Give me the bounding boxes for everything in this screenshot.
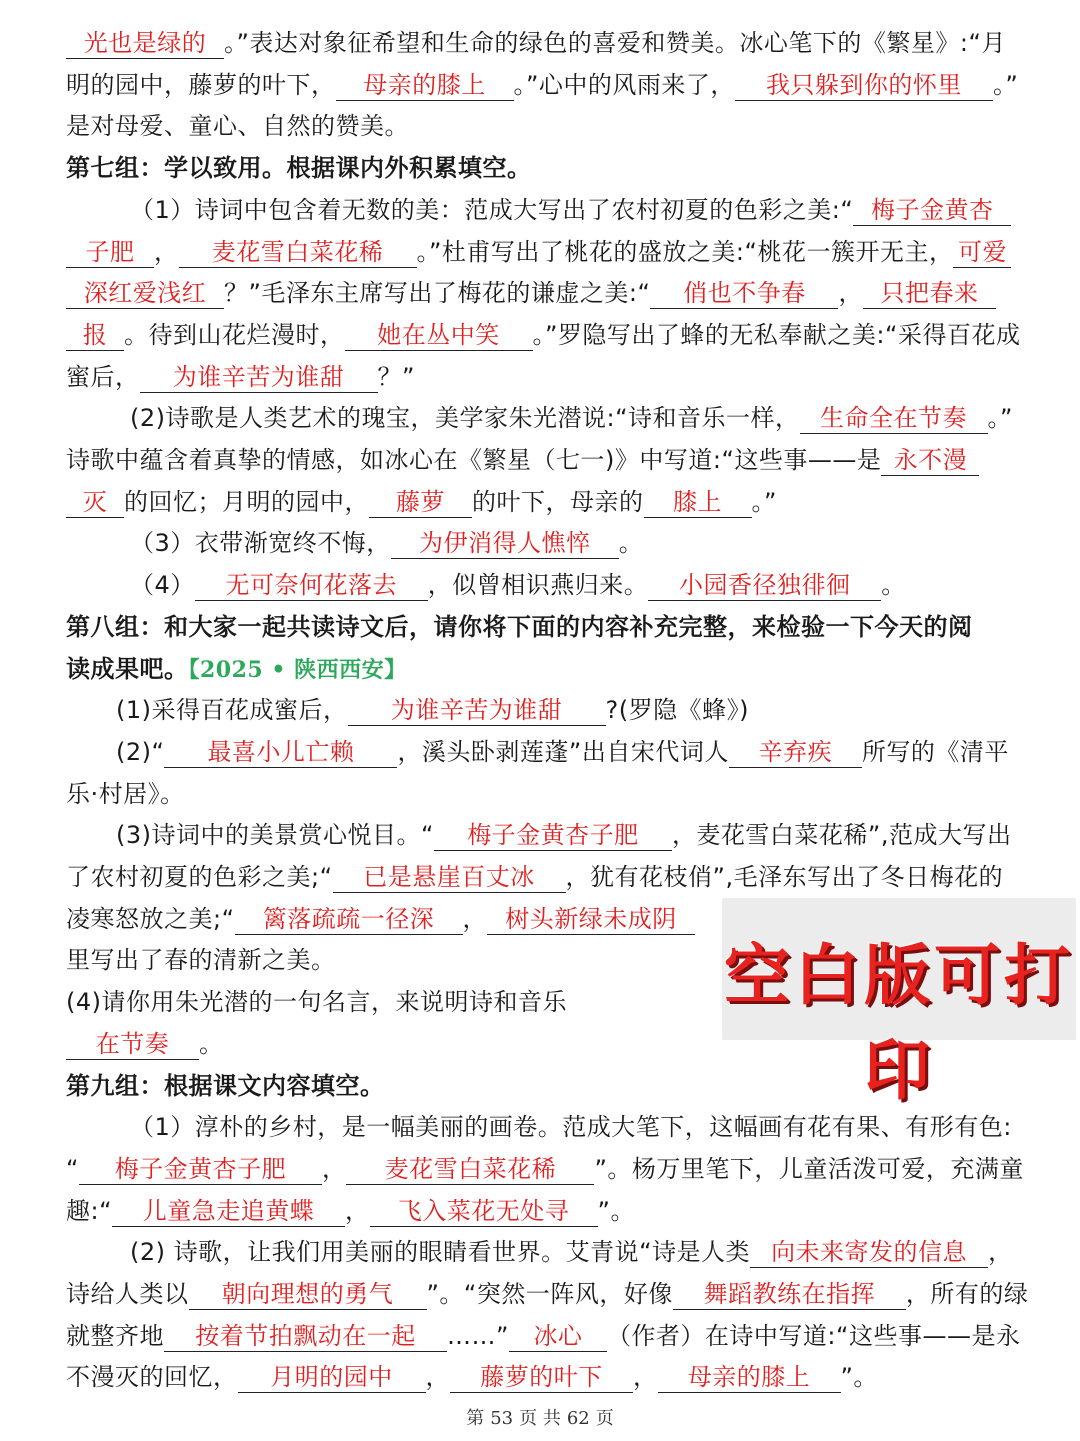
line-text: （1）诗词中包含着无数的美：范成大写出了农村初夏的色彩之美:“ <box>130 195 854 224</box>
answer-blank: 报 <box>66 320 124 351</box>
line-text: 第七组：学以致用。根据课内外积累填空。 <box>66 154 532 183</box>
text-line <box>66 358 1020 396</box>
line-text: ， <box>425 1363 450 1392</box>
watermark-text: 空白版可打印 <box>724 937 1074 1109</box>
answer-blank: 为谁辛苦为谁甜 <box>348 695 606 726</box>
line-text: ， <box>633 1363 658 1392</box>
answer-blank: 树头新绿未成阴 <box>487 904 695 935</box>
footer-prefix: 第 <box>466 1408 485 1429</box>
answer-blank: 冰心 <box>509 1321 607 1352</box>
answer-blank: 小园香径独徘徊 <box>648 570 881 601</box>
line-text: 。”心中的风雨来了， <box>513 70 735 99</box>
text-line <box>66 441 1020 479</box>
line-text: (2) 诗歌，让我们用美丽的眼睛看世界。艾青说“诗是人类 <box>130 1238 751 1267</box>
watermark-stamp <box>722 898 1076 1109</box>
text-line <box>66 775 1020 813</box>
answer-blank: 她在丛中笑 <box>345 320 533 351</box>
text-line <box>66 107 1020 145</box>
text-line <box>66 566 1020 604</box>
answer-blank: 灭 <box>66 487 124 518</box>
text-line <box>66 650 1020 688</box>
line-text: 。” <box>992 70 1019 99</box>
line-text: 里写出了春的清新之美。 <box>66 946 336 975</box>
answer-blank: 深红爱浅红 <box>66 278 224 309</box>
text-line <box>66 1192 1020 1230</box>
line-text: 。”罗隐写出了蜂的无私奉献之美:“采得百花成 <box>532 320 1021 349</box>
answer-blank: 藤萝 <box>369 487 472 518</box>
answer-blank: 最喜小儿亡赖 <box>164 737 397 768</box>
line-text: 。 <box>881 571 906 600</box>
answer-blank: 儿童急走追黄蝶 <box>112 1196 345 1227</box>
text-line <box>66 316 1020 354</box>
source-tag: 【2025 • 陕西西安】 <box>188 656 407 683</box>
answer-blank: 朝向理想的勇气 <box>189 1279 427 1310</box>
text-line <box>66 66 1020 104</box>
line-text: ……” <box>447 1321 509 1350</box>
answer-blank: 已是悬崖百丈冰 <box>333 862 566 893</box>
answer-blank: 无可奈何花落去 <box>195 570 428 601</box>
text-line <box>66 483 1020 521</box>
answer-blank: 为伊消得人憔悴 <box>391 528 619 559</box>
text-line <box>66 1150 1024 1188</box>
text-line <box>66 24 1020 62</box>
answer-blank: 按着节拍飘动在一起 <box>164 1321 447 1352</box>
line-text: ， <box>345 1196 370 1225</box>
answer-blank: 生命全在节奏 <box>800 403 988 434</box>
line-text: (2)诗歌是人类艺术的瑰宝，美学家朱光潜说:“诗和音乐一样， <box>130 404 800 433</box>
text-line <box>66 733 1020 771</box>
line-text: ，所有的绿 <box>905 1280 1029 1308</box>
line-text: 明的园中，藤萝的叶下， <box>66 70 336 99</box>
text-line <box>66 1275 1029 1313</box>
line-text: (1)采得百花成蜜后， <box>116 696 348 725</box>
line-text: 凌寒怒放之美;“ <box>66 904 235 933</box>
text-line <box>66 524 1020 562</box>
line-text: ”。“突然一阵风，好像 <box>426 1280 673 1308</box>
text-line <box>66 191 1020 229</box>
answer-blank: 麦花雪白菜花稀 <box>179 237 417 268</box>
line-text: (3)诗词中的美景赏心悦目。“ <box>116 821 434 850</box>
answer-blank: 膝上 <box>644 487 752 518</box>
line-text: 就整齐地 <box>66 1321 164 1350</box>
answer-blank: 可爱 <box>953 237 1011 268</box>
line-text: (4)请你用朱光潜的一句名言，来说明诗和音乐 <box>66 988 567 1017</box>
line-text: ， <box>838 279 863 308</box>
answer-blank: 只把春来 <box>863 278 996 309</box>
line-text: ”。杨万里笔下，儿童活泼可爱，充满童 <box>594 1154 1024 1183</box>
page-footer <box>0 1404 1080 1430</box>
answer-blank: 俏也不争春 <box>650 278 838 309</box>
answer-blank: 母亲的膝上 <box>336 70 514 101</box>
answer-blank: 篱落疏疏一径深 <box>235 904 463 935</box>
line-text: ？” <box>377 362 415 391</box>
answer-blank: 光也是绿的 <box>66 28 224 59</box>
footer-middle: 页 共 <box>519 1408 561 1429</box>
line-text: 。” <box>751 487 777 516</box>
page-total: 62 <box>566 1408 590 1429</box>
line-text: ， <box>462 904 488 933</box>
text-line <box>66 1317 1020 1355</box>
line-text: “ <box>66 1154 79 1183</box>
line-text: 。”表达对象征希望和生命的绿色的喜爱和赞美。冰心笔下的《繁星》:“月 <box>224 29 1006 57</box>
text-line <box>66 858 1020 896</box>
text-line <box>66 1108 1020 1146</box>
line-text: ，似曾相识燕归来。 <box>427 571 649 600</box>
answer-blank: 舞蹈教练在指挥 <box>673 1279 906 1310</box>
line-text: ？”毛泽东主席写出了梅花的谦虚之美:“ <box>224 279 651 308</box>
answer-blank: 永不漫 <box>881 445 979 476</box>
text-line <box>66 816 1020 854</box>
answer-blank: 辛弃疾 <box>729 737 862 768</box>
line-text: 。” <box>987 404 1013 433</box>
answer-blank: 在节奏 <box>66 1029 199 1060</box>
line-text: 诗歌中蕴含着真挚的情感，如冰心在《繁星（七一)》中写道:“这些事——是 <box>66 446 882 474</box>
answer-blank: 梅子金黄杏 <box>853 195 1011 226</box>
answer-blank: 向未来寄发的信息 <box>750 1237 988 1268</box>
line-text: ”。 <box>597 1196 635 1225</box>
line-text: 不漫灭的回忆， <box>66 1363 238 1392</box>
answer-blank: 为谁辛苦为谁甜 <box>140 362 378 393</box>
line-text: 。 <box>199 1029 224 1058</box>
line-text: 的回忆；月明的园中， <box>124 487 369 516</box>
line-text: ，犹有花枝俏”,毛泽东写出了冬日梅花的 <box>565 863 1004 891</box>
line-text: （1）淳朴的乡村，是一幅美丽的画卷。范成大笔下，这幅画有花有果、有形有色: <box>130 1113 1012 1142</box>
answer-blank: 月明的园中 <box>238 1362 426 1393</box>
text-line <box>66 608 1020 646</box>
text-line <box>66 1233 1020 1271</box>
line-text: （4） <box>130 571 195 600</box>
answer-blank: 我只躲到你的怀里 <box>735 70 993 101</box>
footer-suffix: 页 <box>595 1408 614 1429</box>
answer-blank: 母亲的膝上 <box>658 1362 841 1393</box>
answer-blank: 子肥 <box>66 237 154 268</box>
line-text: 第八组：和大家一起共读诗文后，请你将下面的内容补充完整，来检验一下今天的阅 <box>66 612 973 641</box>
answer-blank: 梅子金黄杏子肥 <box>79 1154 322 1185</box>
line-text: 趣:“ <box>66 1196 113 1225</box>
line-text: 。 <box>618 529 644 558</box>
line-text: ，麦花雪白菜花稀”,范成大写出 <box>671 821 1012 850</box>
text-line <box>66 691 1020 729</box>
text-line <box>66 149 1020 187</box>
line-text: ， <box>988 1238 1013 1267</box>
line-text: 乐·村居》。 <box>66 779 185 808</box>
text-line <box>66 399 1020 437</box>
answer-blank: 飞入菜花无处寻 <box>370 1196 598 1227</box>
line-text: 了农村初夏的色彩之美;“ <box>66 863 333 891</box>
line-text: 所写的《清平 <box>861 737 1009 766</box>
line-text: 蜜后， <box>66 362 140 391</box>
line-text: ， <box>321 1154 347 1183</box>
line-text: 第九组：根据课文内容填空。 <box>66 1071 385 1100</box>
line-text: 的叶下，母亲的 <box>472 487 644 516</box>
text-line <box>66 1358 1020 1396</box>
line-text: （作者）在诗中写道:“这些事——是永 <box>606 1321 1021 1350</box>
page-number: 53 <box>490 1408 514 1429</box>
line-text: 。待到山花烂漫时， <box>124 320 345 349</box>
line-text: 读成果吧。 <box>66 654 189 683</box>
answer-blank: 藤萝的叶下 <box>450 1362 633 1393</box>
line-text: ?(罗隐《蜂》) <box>605 696 749 725</box>
line-text: ”。 <box>840 1363 878 1392</box>
text-line <box>66 274 1020 312</box>
answer-blank: 麦花雪白菜花稀 <box>346 1154 594 1185</box>
line-text: 是对母爱、童心、自然的赞美。 <box>66 112 409 141</box>
line-text: ， <box>154 237 179 266</box>
line-text: ，溪头卧剥莲蓬”出自宋代词人 <box>397 737 729 766</box>
answer-blank: 梅子金黄杏子肥 <box>434 820 672 851</box>
line-text: 诗给人类以 <box>66 1280 189 1308</box>
line-text: 。”杜甫写出了桃花的盛放之美:“桃花一簇开无主， <box>416 237 954 266</box>
line-text: （3）衣带渐宽终不悔， <box>130 529 391 558</box>
line-text: (2)“ <box>116 737 165 766</box>
text-line <box>66 233 1020 271</box>
